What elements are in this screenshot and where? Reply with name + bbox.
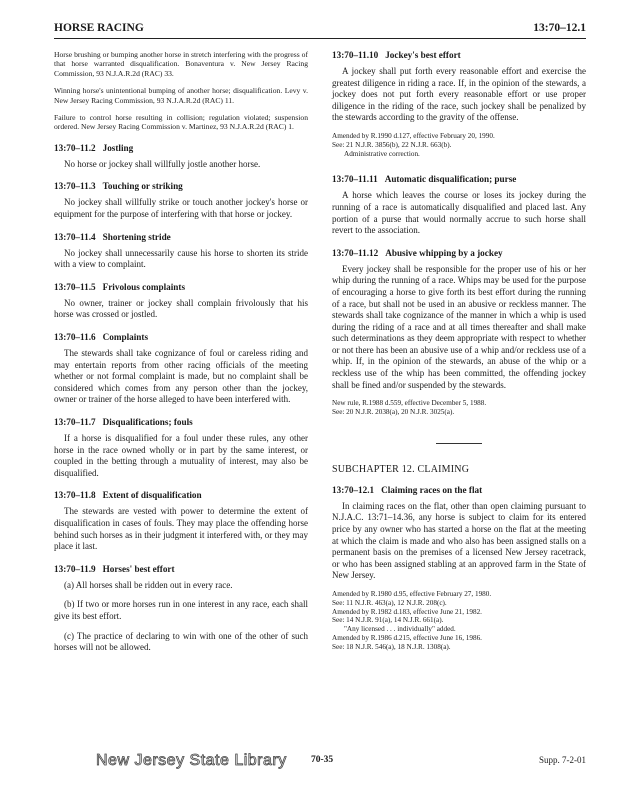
- page-footer: [54, 752, 586, 772]
- section-text: Every jockey shall be responsible for the proper use of his or her whip during the running of a race. Whips may be used for the purpose of encouraging a horse to give forth its best effort during the running of a race, but shall not be used in an abusive or reckless manner. The stewards shall take cognizance of the manner in which a whip is used during the riding of a race and at all times thereafter and shall make such determinations as they deem appropriate with respect to whether or not there has been an abusive use of a whip and/or reckless use of a whip. If, in the opinion of the stewards, an abuse of the whip or a reckless use of the whip has been committed, the offending jockey shall be fined and/or suspended by the stewards.: [332, 263, 586, 390]
- section-heading: 13:70–11.7 Disqualifications; fouls: [54, 416, 193, 427]
- amendment-history: Amended by R.1980 d.95, effective February 27, 1980. See: 11 N.J.R. 463(a), 12 N.J.R. 208(c). Amended by R.1982 d.183, effective June 21, 1982. See: 14 N.J.R. 91(a), 14 N.J.R. 661(a). "Any licensed . . . individually" added. Amended by R.1986 d.215, effective June 16, 1986. See: 18 N.J.R. 546(a), 18 N.J.R. 1308(a).: [332, 590, 492, 651]
- section-text: No jockey shall willfully strike or touch another jockey's horse or equipment for the purpose of interfering with that horse or jockey.: [54, 197, 308, 220]
- section-divider: [436, 443, 482, 444]
- amendment-history: Amended by R.1990 d.127, effective February 20, 1990. See: 21 N.J.R. 3856(b), 22 N.J.R. 663(b). Administrative correction.: [332, 131, 495, 158]
- case-note: Winning horse's unintentional bumping of another horse; disqualification. Levy v. New Jersey Racing Commission, 93 N.J.A.R.2d (RAC) 11.: [54, 86, 308, 105]
- section-heading: 13:70–11.12 Abusive whipping by a jockey: [332, 247, 503, 258]
- section-text: No horse or jockey shall willfully jostle another horse.: [64, 158, 261, 169]
- running-header: [54, 22, 586, 39]
- right-column: [332, 50, 586, 652]
- section-heading: 13:70–11.6 Complaints: [54, 332, 149, 342]
- section-heading: 13:70–11.9 Horses' best effort: [54, 563, 175, 574]
- section-text: No jockey shall unnecessarily cause his horse to shorten its stride with a view to complaint.: [54, 247, 308, 270]
- section-text: In claiming races on the flat, other than open claiming pursuant to N.J.A.C. 13:71–14.36, any horse is subject to claim for its entered price by any owner who has started a horse on the flat at the meeting at which the claim is made and who also has been assigned stalls on a permanent basis on the premises of a licensed New Jersey racetrack, or who has been assigned stabling at an approved farm in the State of New Jersey.: [332, 500, 586, 581]
- section-heading: 13:70–11.2 Jostling: [54, 142, 134, 153]
- section-subsection: (a) All horses shall be ridden out in every race.: [64, 579, 233, 590]
- section-text: If a horse is disqualified for a foul under these rules, any other horse in the race owned wholly or in part by the same interest, or coupled in the betting through a mutuality of interest, may also be disqualified.: [54, 432, 308, 478]
- section-heading: 13:70–11.8 Extent of disqualification: [54, 490, 202, 501]
- library-watermark: New Jersey State Library: [96, 752, 287, 769]
- case-note: Failure to control horse resulting in collision; regulation violated; suspension ordered. New Jersey Racing Commission v. Martinez, 93 N.J.A.R.2d (RAC) 1.: [54, 113, 308, 132]
- section-heading: 13:70–12.1 Claiming races on the flat: [332, 484, 483, 495]
- section-subsection: (c) The practice of declaring to win with one of the other of such horses will not be allowed.: [54, 630, 308, 653]
- header-title: HORSE RACING: [54, 22, 144, 34]
- subchapter-heading: SUBCHAPTER 12. CLAIMING: [332, 463, 470, 475]
- case-note: Horse brushing or bumping another horse in stretch interfering with the progress of that horse warranted disqualification. Bonaventura v. New Jersey Racing Commission, 93 N.J.A.R.2d (RAC) 33.: [54, 50, 308, 78]
- section-heading: 13:70–11.3 Touching or striking: [54, 181, 183, 192]
- section-text: The stewards are vested with power to determine the extent of disqualification in cases of fouls. They may place the offending horse behind such horses as in their judgment it interfered with, or they may place it last.: [54, 506, 308, 552]
- section-subsection: (b) If two or more horses run in one interest in any race, each shall give its best effort.: [54, 599, 308, 621]
- section-text: The stewards shall take cognizance of foul or careless riding and may entertain reports from other racing officials of the meeting whether or not formal complaint is made, but no complaint shall be considered which comes from any person other than the jockey, owner or trainer of the horse alleged to have been interfered with.: [54, 348, 308, 405]
- left-column: [54, 50, 308, 658]
- section-text: A jockey shall put forth every reasonable effort and exercise the greatest diligence in riding a race. If, in the opinion of the stewards, a jockey does not put forth every reasonable effort or use proper diligence in the riding of the race, such jockey shall be penalized by the stewards according to the gravity of the offense.: [332, 66, 586, 123]
- section-heading: 13:70–11.5 Frivolous complaints: [54, 281, 186, 292]
- section-text: No owner, trainer or jockey shall complain frivolously that his horse was crossed or jostled.: [54, 297, 308, 320]
- page-number: 70-35: [311, 755, 334, 765]
- amendment-history: New rule, R.1988 d.559, effective December 5, 1988. See: 20 N.J.R. 2038(a), 20 N.J.R. 3025(a).: [332, 399, 487, 417]
- supplement-date: Supp. 7-2-01: [539, 755, 586, 765]
- section-heading: 13:70–11.10 Jockey's best effort: [332, 50, 461, 60]
- section-heading: 13:70–11.11 Automatic disqualification; purse: [332, 174, 517, 185]
- header-section-number: 13:70–12.1: [533, 22, 586, 34]
- section-text: A horse which leaves the course or loses its jockey during the running of a race is automatically disqualified and placed last. Any portion of a purse that would normally accrue to such horse shall revert to the association.: [332, 190, 586, 236]
- section-heading: 13:70–11.4 Shortening stride: [54, 231, 171, 242]
